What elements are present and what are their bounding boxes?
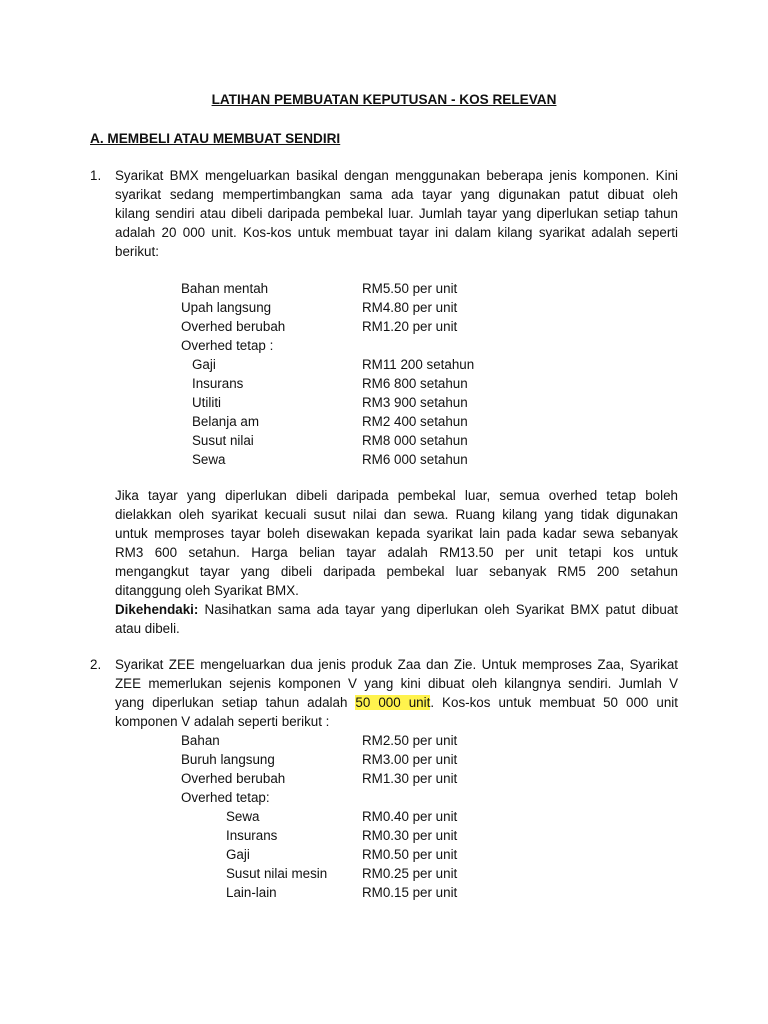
cost-value: RM0.50 per unit	[362, 847, 458, 862]
cost-value: RM8 000 setahun	[362, 433, 468, 448]
cost-label: Insurans	[192, 376, 244, 391]
cost-row	[181, 336, 581, 355]
question-1-body	[115, 486, 678, 600]
cost-row	[181, 788, 581, 807]
required-text: Nasihatkan sama ada tayar yang diperlukan oleh Syarikat BMX patut dibuat	[198, 602, 678, 617]
question-1-intro-line: adalah 20 000 unit. Kos-kos untuk membuat tayar ini dalam kilang syarikat adalah seperti	[115, 225, 678, 240]
cost-value: RM2.50 per unit	[362, 733, 458, 748]
cost-value: RM5.50 per unit	[362, 281, 458, 296]
cost-label: Overhed tetap :	[181, 338, 274, 353]
cost-label: Bahan mentah	[181, 281, 269, 296]
cost-value: RM6 800 setahun	[362, 376, 468, 391]
question-1-intro	[115, 166, 678, 261]
cost-value: RM2 400 setahun	[362, 414, 468, 429]
cost-row	[181, 826, 581, 845]
cost-row	[181, 431, 581, 450]
cost-row	[181, 393, 581, 412]
cost-value: RM4.80 per unit	[362, 300, 458, 315]
section-heading-a: A. MEMBELI ATAU MEMBUAT SENDIRI	[90, 131, 341, 146]
question-2-intro	[115, 655, 678, 731]
cost-label: Gaji	[226, 847, 250, 862]
question-1-required	[115, 600, 678, 638]
cost-value: RM0.40 per unit	[362, 809, 458, 824]
cost-label: Susut nilai mesin	[226, 866, 328, 881]
question-1-body-line: dielakkan oleh syarikat kecuali susut nilai dan sewa. Ruang kilang yang tidak digunakan	[115, 507, 678, 522]
cost-row	[181, 412, 581, 431]
cost-row	[181, 317, 581, 336]
cost-row	[181, 807, 581, 826]
question-2-line-4: komponen V adalah seperti berikut :	[115, 714, 330, 729]
cost-label: Insurans	[226, 828, 278, 843]
cost-row	[181, 355, 581, 374]
cost-row	[181, 845, 581, 864]
cost-row	[181, 279, 581, 298]
question-1-intro-line: kilang sendiri atau dibeli daripada pembekal luar. Jumlah tayar yang diperlukan setiap tahun	[115, 206, 678, 221]
cost-label: Sewa	[226, 809, 260, 824]
cost-row	[181, 450, 581, 469]
question-2-line-3	[115, 693, 678, 712]
question-2-line-1: Syarikat ZEE mengeluarkan dua jenis produk Zaa dan Zie. Untuk memproses Zaa, Syarikat	[115, 657, 678, 672]
cost-row	[181, 298, 581, 317]
question-1-body-line: Jika tayar yang diperlukan dibeli daripada pembekal luar, semua overhed tetap boleh	[115, 488, 678, 503]
cost-row	[181, 883, 581, 902]
cost-label: Utiliti	[192, 395, 222, 410]
question-2-line-3-post: . Kos-kos untuk membuat 50 000 unit	[430, 695, 678, 710]
required-label: Dikehendaki:	[115, 602, 199, 617]
cost-label: Overhed berubah	[181, 319, 286, 334]
cost-value: RM6 000 setahun	[362, 452, 468, 467]
cost-row	[181, 731, 581, 750]
cost-value: RM11 200 setahun	[362, 357, 475, 372]
question-2-line-2: ZEE memerlukan sejenis komponen V yang kini dibuat oleh kilangnya sendiri. Jumlah V	[115, 676, 678, 691]
question-1-number: 1.	[90, 168, 102, 183]
cost-label: Susut nilai	[192, 433, 254, 448]
cost-value: RM0.30 per unit	[362, 828, 458, 843]
question-1-body-line: ditanggung oleh Syarikat BMX.	[115, 583, 299, 598]
cost-label: Bahan	[181, 733, 220, 748]
highlighted-quantity: 50 000 unit	[355, 695, 431, 710]
document-title: LATIHAN PEMBUATAN KEPUTUSAN - KOS RELEVAN	[211, 92, 557, 107]
question-1-intro-line: syarikat sedang mempertimbangkan sama ada tayar yang digunakan patut dibuat oleh	[115, 187, 678, 202]
cost-label: Sewa	[192, 452, 226, 467]
cost-value: RM3 900 setahun	[362, 395, 468, 410]
question-1-body-line: untuk memproses tayar boleh disewakan kepada syarikat lain pada kadar sewa sebanyak	[115, 526, 678, 541]
question-2-number: 2.	[90, 657, 102, 672]
cost-row	[181, 864, 581, 883]
question-2-line-3-pre: yang diperlukan setiap tahun adalah	[115, 695, 356, 710]
cost-label: Buruh langsung	[181, 752, 275, 767]
cost-label: Upah langsung	[181, 300, 272, 315]
cost-label: Overhed tetap:	[181, 790, 270, 805]
cost-value: RM0.15 per unit	[362, 885, 458, 900]
question-1-cost-table	[181, 279, 581, 469]
cost-label: Overhed berubah	[181, 771, 286, 786]
question-2-cost-table	[181, 731, 581, 902]
cost-label: Gaji	[192, 357, 216, 372]
cost-value: RM1.30 per unit	[362, 771, 458, 786]
cost-label: Belanja am	[192, 414, 259, 429]
required-text-cont: atau dibeli.	[115, 621, 180, 636]
cost-value: RM3.00 per unit	[362, 752, 458, 767]
question-1-body-line: RM3 600 setahun. Harga belian tayar adalah RM13.50 per unit tetapi kos untuk	[115, 545, 678, 560]
cost-value: RM1.20 per unit	[362, 319, 458, 334]
cost-row	[181, 769, 581, 788]
cost-row	[181, 750, 581, 769]
question-1-intro-line: Syarikat BMX mengeluarkan basikal dengan menggunakan beberapa jenis komponen. Kini	[115, 168, 678, 183]
cost-value: RM0.25 per unit	[362, 866, 458, 881]
question-1-intro-line: berikut:	[115, 244, 159, 259]
question-1-body-line: mengangkut tayar yang dibeli daripada pembekal luar sebanyak RM5 200 setahun	[115, 564, 678, 579]
cost-label: Lain-lain	[226, 885, 277, 900]
cost-row	[181, 374, 581, 393]
